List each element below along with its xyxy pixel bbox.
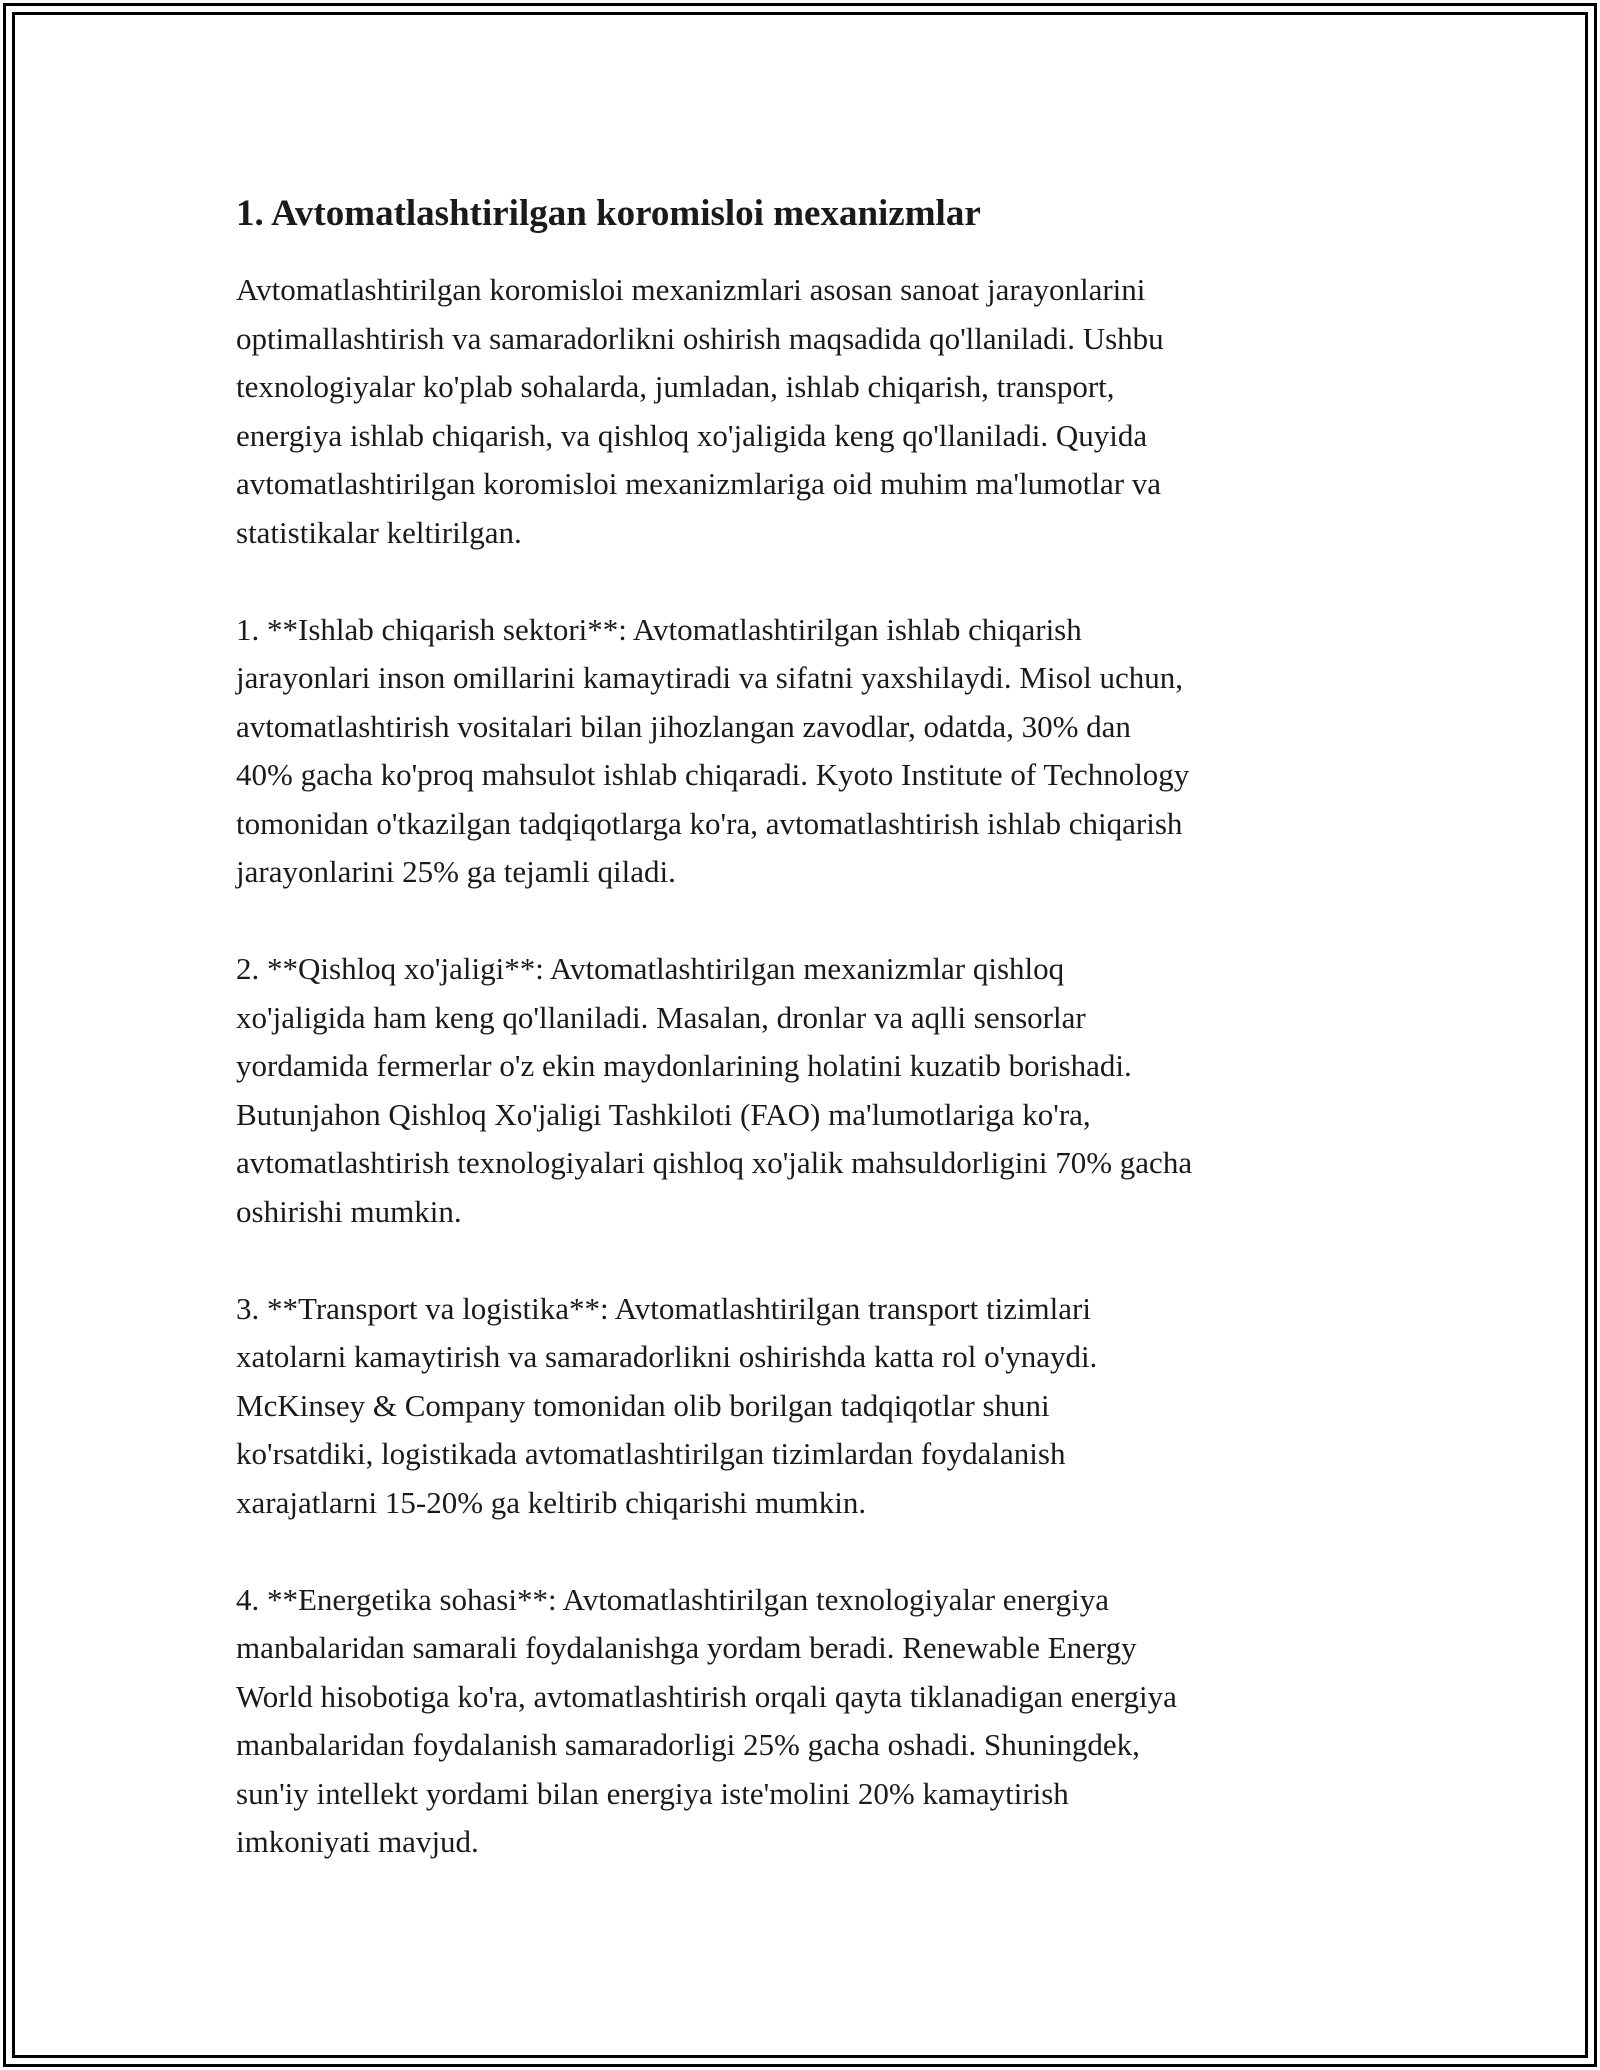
paragraph-line: xo'jaligida ham keng qo'llaniladi. Masalan, dronlar va aqlli sensorlar bbox=[236, 999, 1086, 1035]
paragraph-line: ko'rsatdiki, logistikada avtomatlashtirilgan tizimlardan foydalanish bbox=[236, 1436, 1066, 1471]
paragraph-line: McKinsey & Company tomonidan olib borilgan tadqiqotlar shuni bbox=[236, 1387, 1050, 1423]
paragraph-line: xarajatlarni 15-20% ga keltirib chiqarishi mumkin. bbox=[236, 1484, 867, 1520]
paragraph-line: avtomatlashtirish vositalari bilan jihozlangan zavodlar, odatda, 30% dan bbox=[236, 708, 1131, 744]
intro-paragraph bbox=[236, 266, 1416, 557]
paragraph-line: avtomatlashtirish texnologiyalari qishloq xo'jalik mahsuldorligini 70% gacha bbox=[236, 1145, 1193, 1180]
paragraph-line: tomonidan o'tkazilgan tadqiqotlarga ko'ra, avtomatlashtirish ishlab chiqarish bbox=[236, 805, 1183, 841]
paragraph-gap bbox=[236, 557, 1416, 606]
paragraph-line: jarayonlarini 25% ga tejamli qiladi. bbox=[236, 854, 676, 889]
paragraph-gap bbox=[236, 897, 1416, 946]
paragraph-gap bbox=[236, 1527, 1416, 1576]
paragraph-line: manbalaridan foydalanish samaradorligi 25% gacha oshadi. Shuningdek, bbox=[236, 1727, 1140, 1762]
list-item-agriculture bbox=[236, 945, 1416, 1236]
paragraph-line: 40% gacha ko'proq mahsulot ishlab chiqaradi. Kyoto Institute of Technology bbox=[236, 757, 1190, 792]
paragraph-line: optimallashtirish va samaradorlikni oshirish maqsadida qo'llaniladi. Ushbu bbox=[236, 320, 1164, 356]
paragraph-line: jarayonlari inson omillarini kamaytiradi va sifatni yaxshilaydi. Misol uchun, bbox=[236, 660, 1184, 695]
paragraph-line: yordamida fermerlar o'z ekin maydonlarining holatini kuzatib borishadi. bbox=[236, 1048, 1132, 1083]
paragraph-line: sun'iy intellekt yordami bilan energiya iste'molini 20% kamaytirish bbox=[236, 1775, 1069, 1811]
paragraph-line: 4. **Energetika sohasi**: Avtomatlashtirilgan texnologiyalar energiya bbox=[236, 1581, 1109, 1617]
paragraph-line: texnologiyalar ko'plab sohalarda, jumladan, ishlab chiqarish, transport, bbox=[236, 369, 1115, 404]
paragraph-line: 1. **Ishlab chiqarish sektori**: Avtomatlashtirilgan ishlab chiqarish bbox=[236, 611, 1082, 647]
paragraph-line: Avtomatlashtirilgan koromisloi mexanizmlari asosan sanoat jarayonlarini bbox=[236, 272, 1146, 307]
paragraph-line: 3. **Transport va logistika**: Avtomatlashtirilgan transport tizimlari bbox=[236, 1290, 1091, 1326]
list-item-transport bbox=[236, 1285, 1416, 1528]
paragraph-line: oshirishi mumkin. bbox=[236, 1193, 462, 1229]
paragraph-line: statistikalar keltirilgan. bbox=[236, 514, 522, 550]
paragraph-line: Butunjahon Qishloq Xo'jaligi Tashkiloti (FAO) ma'lumotlariga ko'ra, bbox=[236, 1096, 1091, 1132]
document-title: 1. Avtomatlashtirilgan koromisloi mexanizmlar bbox=[236, 193, 981, 234]
paragraph-line: imkoniyati mavjud. bbox=[236, 1824, 479, 1859]
list-item-energy bbox=[236, 1576, 1416, 1867]
document-body bbox=[236, 190, 1416, 1867]
paragraph-gap bbox=[236, 1236, 1416, 1285]
paragraph-line: energiya ishlab chiqarish, va qishloq xo'jaligida keng qo'llaniladi. Quyida bbox=[236, 417, 1148, 453]
paragraph-line: avtomatlashtirilgan koromisloi mexanizmlariga oid muhim ma'lumotlar va bbox=[236, 466, 1162, 501]
paragraph-line: xatolarni kamaytirish va samaradorlikni oshirishda katta rol o'ynaydi. bbox=[236, 1339, 1098, 1374]
paragraph-line: 2. **Qishloq xo'jaligi**: Avtomatlashtirilgan mexanizmlar qishloq bbox=[236, 951, 1065, 986]
list-item-production bbox=[236, 606, 1416, 897]
paragraph-line: manbalaridan samarali foydalanishga yordam beradi. Renewable Energy bbox=[236, 1630, 1137, 1665]
paragraph-line: World hisobotiga ko'ra, avtomatlashtirish orqali qayta tiklanadigan energiya bbox=[236, 1678, 1177, 1714]
